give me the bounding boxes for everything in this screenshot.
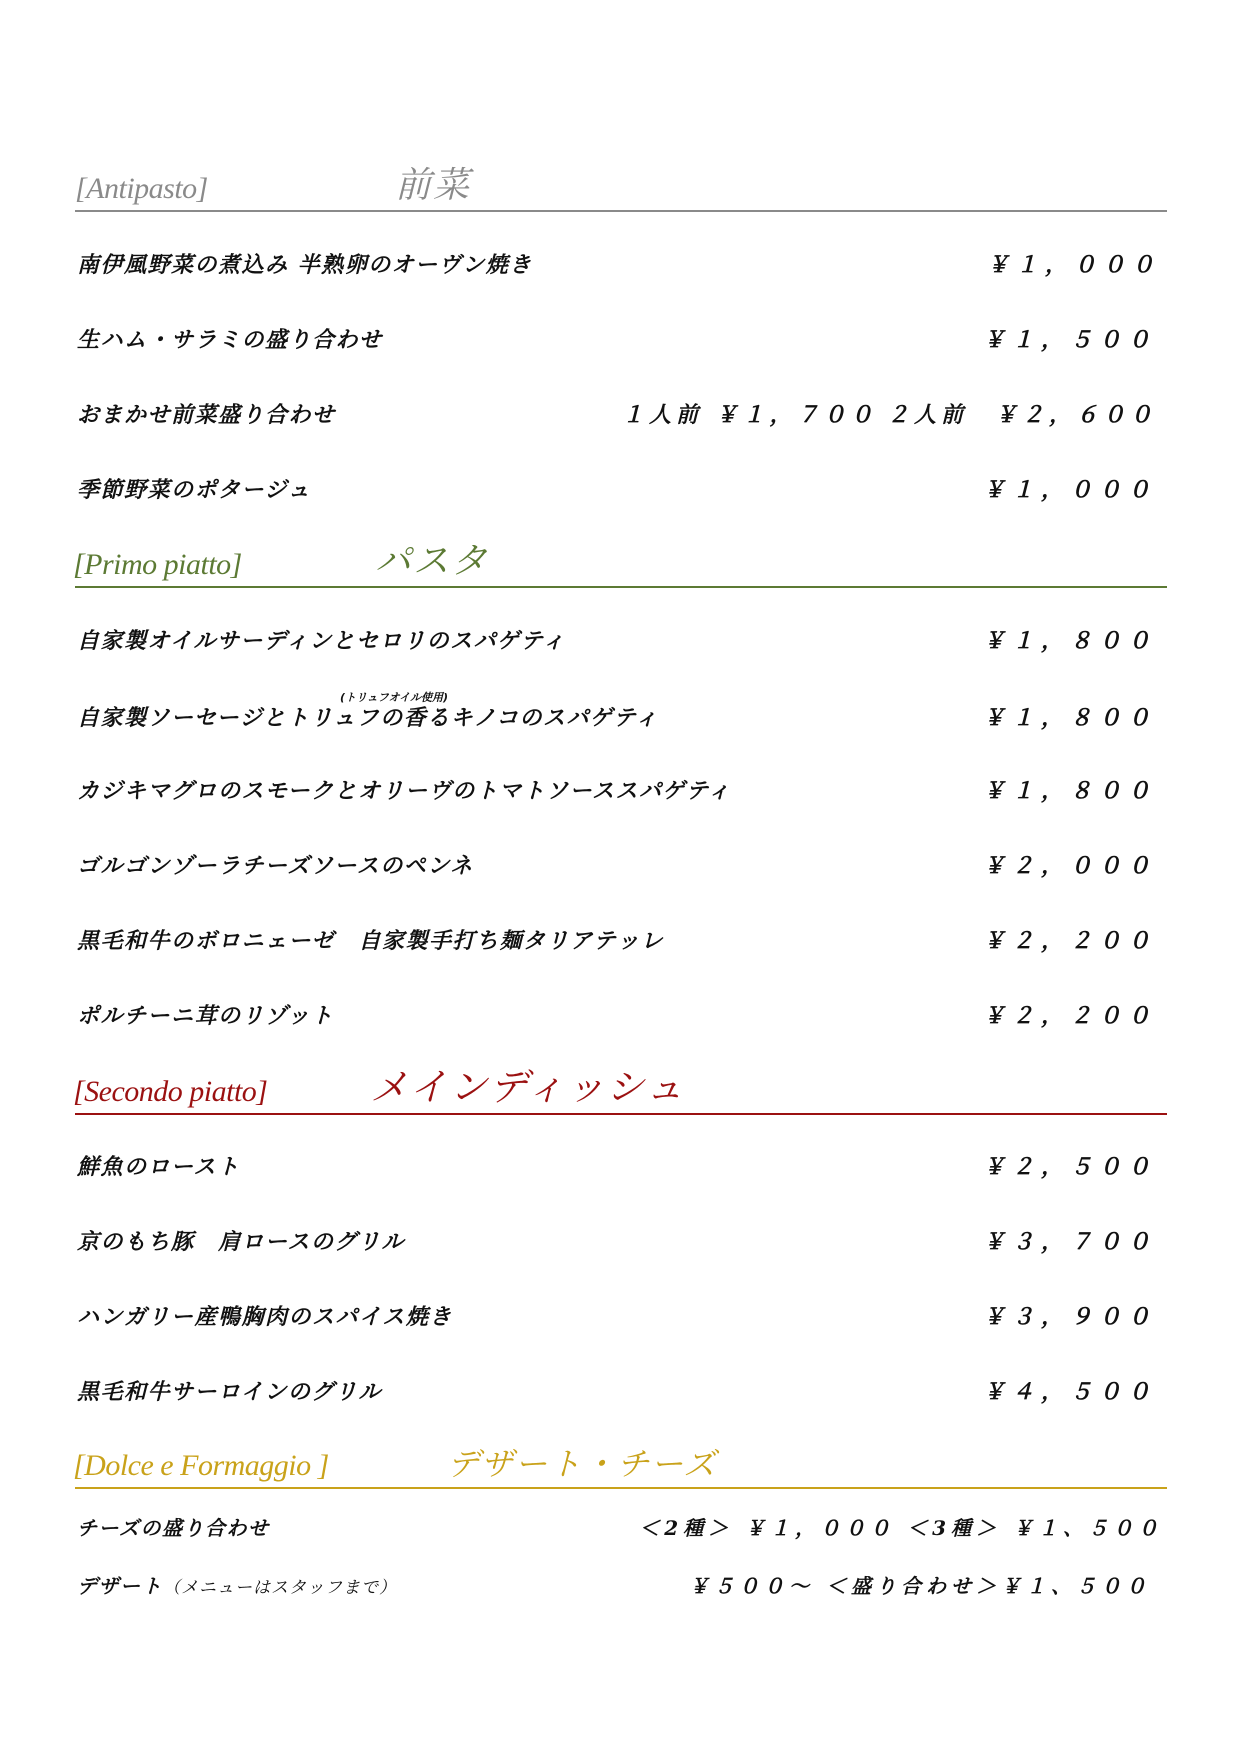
item-price: ￥２，２００	[982, 1003, 1157, 1029]
menu-item	[77, 1570, 1157, 1604]
section-title-ja: パスタ	[375, 541, 490, 582]
menu-item	[77, 701, 1157, 735]
menu-item	[77, 1375, 1157, 1409]
item-price-double: ２人前 ￥２，６００	[886, 402, 1157, 428]
menu-item	[77, 1512, 1163, 1546]
item-name: 南伊風野菜の煮込み 半熟卵のオーヴン焼き	[77, 252, 533, 278]
section-title-ja: メインディッシュ	[370, 1065, 686, 1109]
menu-item	[77, 323, 1157, 357]
item-price: ￥２，０００	[982, 853, 1157, 879]
item-name: 生ハム・サラミの盛り合わせ	[77, 327, 383, 353]
item-price: ＜2種＞ ￥１，０００ ＜3種＞ ￥１、５００	[639, 1516, 1163, 1540]
section-header-secondo	[75, 1063, 1167, 1115]
menu-item	[77, 624, 1157, 658]
menu-item	[77, 1225, 1157, 1259]
item-name: チーズの盛り合わせ	[77, 1516, 270, 1540]
section-title-en: [Primo piatto]	[73, 548, 242, 581]
section-header-antipasto	[75, 160, 1167, 212]
menu-item	[77, 398, 1157, 432]
menu-item	[77, 248, 1161, 282]
item-price: ￥１，０００	[986, 252, 1161, 278]
item-price: ￥１，８００	[982, 628, 1157, 654]
item-price-single: １人前 ￥１，７００	[622, 402, 878, 428]
item-name-main: デザート	[77, 1574, 163, 1598]
section-title-ja: 前菜	[395, 165, 472, 206]
menu-item	[77, 924, 1157, 958]
item-price: ￥２，５００	[982, 1154, 1157, 1180]
item-price: ￥１，８００	[982, 705, 1157, 731]
item-name: 黒毛和牛サーロインのグリル	[77, 1379, 382, 1405]
item-price: ￥４，５００	[982, 1379, 1157, 1405]
section-title-en: [Antipasto]	[75, 172, 208, 205]
item-name: カジキマグロのスモークとオリーヴのトマトソーススパゲティ	[77, 778, 732, 804]
item-price: ￥２，２００	[982, 928, 1157, 954]
menu-item	[77, 1300, 1157, 1334]
item-price: ￥３，７００	[982, 1229, 1157, 1255]
item-name: 黒毛和牛のボロニェーゼ 自家製手打ち麺タリアテッレ	[77, 928, 665, 954]
section-header-primo	[75, 536, 1167, 588]
item-price: ￥１，０００	[982, 477, 1157, 503]
menu-item	[77, 849, 1157, 883]
item-name: おまかせ前菜盛り合わせ	[77, 402, 336, 428]
item-name-sub: （メニューはスタッフまで）	[163, 1578, 397, 1598]
section-title-en: [Dolce e Formaggio ]	[73, 1449, 329, 1482]
menu-item	[77, 1150, 1157, 1184]
item-name: 季節野菜のポタージュ	[77, 477, 312, 503]
item-price: ￥１，８００	[982, 778, 1157, 804]
item-name: ゴルゴンゾーラチーズソースのペンネ	[77, 853, 474, 879]
item-name: ポルチーニ茸のリゾット	[77, 1003, 335, 1029]
item-price: ￥１，５００	[982, 327, 1157, 353]
item-name	[77, 1570, 397, 1599]
item-name: 京のもち豚 肩ロースのグリル	[77, 1229, 405, 1255]
item-price: ￥５００～ ＜盛り合わせ＞￥１、５００	[689, 1574, 1151, 1598]
section-title-en: [Secondo piatto]	[73, 1075, 268, 1108]
item-name: ハンガリー産鴨胸肉のスパイス焼き	[77, 1304, 453, 1330]
section-header-dolce	[75, 1437, 1167, 1489]
item-name: 自家製ソーセージとトリュフの香るキノコのスパゲティ	[77, 705, 659, 731]
menu-item	[77, 473, 1157, 507]
item-price: ￥３，９００	[982, 1304, 1157, 1330]
menu-item	[77, 999, 1157, 1033]
truffle-oil-note: (トリュフオイル使用)	[340, 691, 449, 704]
item-name: 自家製オイルサーディンとセロリのスパゲティ	[77, 628, 566, 654]
item-name: 鮮魚のロースト	[77, 1154, 241, 1180]
section-title-ja: デザート・チーズ	[447, 1445, 718, 1483]
menu-item	[77, 774, 1157, 808]
